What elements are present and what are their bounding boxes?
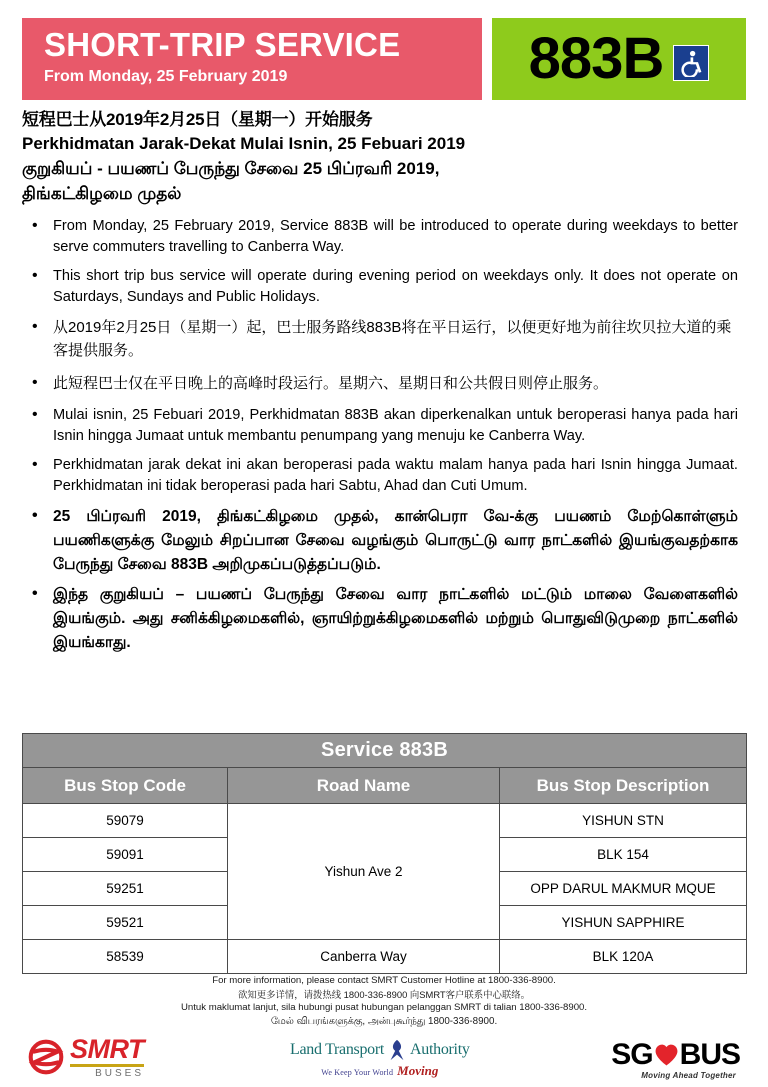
smrt-underline xyxy=(70,1064,144,1067)
table-header-row xyxy=(23,768,747,804)
announcement-bullet-list xyxy=(0,206,768,655)
page-title: SHORT-TRIP SERVICE xyxy=(44,26,401,63)
sgbus-word-sg: SG xyxy=(611,1038,653,1071)
table-title: Service 883B xyxy=(23,734,747,768)
cell-bus-stop-description: YISHUN STN xyxy=(500,804,747,838)
subtitle-malay: Perkhidmatan Jarak-Dekat Mulai Isnin, 25 Febuari 2019 xyxy=(22,134,466,153)
bus-stop-table-container xyxy=(22,733,746,974)
lta-word-left: Land Transport xyxy=(290,1041,385,1058)
contact-info xyxy=(0,974,768,1028)
bullet-item: • இந்த குறுகியப் – பயணப் பேருந்து சேவை வார நாட்களில் மட்டும் மாலை வேளைகளில் இயங்கும். அது சனிக்கிழமைகளில், ஞாயிற்றுக்கிழமைகளில் மற்றும் பொதுவிடுமுறை நாட்களில் இயங்காது. xyxy=(28,583,738,655)
contact-tamil: மேல் விபரங்களுக்கு, அன்புகூர்ந்து 1800-336-8900. xyxy=(270,1015,498,1027)
column-header-bus-stop-code: Bus Stop Code xyxy=(23,768,228,804)
sgbus-tagline: Moving Ahead Together xyxy=(641,1071,736,1080)
smrt-logo xyxy=(28,1036,144,1079)
lta-logo xyxy=(290,1038,470,1079)
cell-bus-stop-code: 59079 xyxy=(23,804,228,838)
multilingual-subtitles xyxy=(0,100,768,206)
bus-stop-table xyxy=(22,733,747,974)
lta-tagline-part2: Moving xyxy=(397,1063,439,1078)
bullet-item: • This short trip bus service will operate during evening period on weekdays only. It does not operate on Saturdays, Sundays and Public Holidays. xyxy=(28,266,738,308)
smrt-word: SMRT xyxy=(70,1034,145,1064)
smrt-wordmark xyxy=(70,1036,144,1079)
lta-ribbon-icon xyxy=(386,1038,408,1062)
subtitle-tamil-line2: திங்கட்கிழமை முதல் xyxy=(22,184,182,203)
subtitle-tamil-line1: குறுகியப் - பயணப் பேருந்து சேவை 25 பிப்ரவரி 2019, xyxy=(22,159,440,178)
bullet-item: • From Monday, 25 February 2019, Service 883B will be introduced to operate during weekdays to better serve commuters travelling to Canberra Way. xyxy=(28,216,738,258)
heart-icon xyxy=(654,1043,679,1067)
bullet-item: • Mulai isnin, 25 Febuari 2019, Perkhidmatan 883B akan diperkenalkan untuk beroperasi hanya pada hari Isnin hingga Jumaat untuk membantu penumpang yang menuju ke Canberra Way. xyxy=(28,405,738,447)
cell-bus-stop-description: BLK 120A xyxy=(500,940,747,974)
contact-chinese: 欲知更多详情，请拨热线 1800-336-8900 向SMRT客户联系中心联络。 xyxy=(237,988,531,1000)
subtitle-chinese: 短程巴士从2019年2月25日（星期一）开始服务 xyxy=(22,110,373,129)
service-number: 883B xyxy=(528,26,664,91)
cell-bus-stop-description: OPP DARUL MAKMUR MQUE xyxy=(500,872,747,906)
contact-malay: Untuk maklumat lanjut, sila hubungi pusat hubungan pelanggan SMRT di talian 1800-336-8900. xyxy=(180,1002,588,1013)
cell-bus-stop-description: YISHUN SAPPHIRE xyxy=(500,906,747,940)
lta-word-right: Authority xyxy=(410,1041,470,1058)
service-number-badge xyxy=(492,18,746,100)
cell-bus-stop-code: 58539 xyxy=(23,940,228,974)
cell-bus-stop-code: 59251 xyxy=(23,872,228,906)
column-header-road-name: Road Name xyxy=(228,768,500,804)
logo-strip xyxy=(0,1032,768,1087)
header-banner xyxy=(22,18,482,100)
wheelchair-accessible-icon xyxy=(673,45,709,81)
bullet-item: • 从2019年2月25日（星期一）起，巴士服务路线883B将在平日运行，以便更好地为前往坎贝拉大道的乘客提供服务。 xyxy=(28,316,738,362)
cell-bus-stop-code: 59521 xyxy=(23,906,228,940)
smrt-subword: BUSES xyxy=(95,1067,145,1079)
table-row xyxy=(23,804,747,838)
bullet-item: • 此短程巴士仅在平日晚上的高峰时段运行。星期六、星期日和公共假日则停止服务。 xyxy=(28,372,738,395)
lta-tagline-part1: We Keep Your World xyxy=(321,1068,394,1077)
table-row xyxy=(23,940,747,974)
table-title-row xyxy=(23,734,747,768)
poster-header xyxy=(0,0,768,100)
page-subtitle: From Monday, 25 February 2019 xyxy=(44,68,288,85)
cell-bus-stop-description: BLK 154 xyxy=(500,838,747,872)
contact-english: For more information, please contact SMRT Customer Hotline at 1800-336-8900. xyxy=(212,975,556,986)
column-header-bus-stop-description: Bus Stop Description xyxy=(500,768,747,804)
bullet-item: • 25 பிப்ரவரி 2019, திங்கட்கிழமை முதல், கான்பெரா வே-க்கு பயணம் மேற்கொள்ளும் பயணிகளுக்கு மேலும் சிறப்பான சேவை வழங்கும் பொருட்டு வார நாட்களில் இயங்குவதற்காக பேருந்து சேவை 883B அறிமுகப்படுத்தப்படும். xyxy=(28,505,738,577)
sgbus-word-bus: BUS xyxy=(679,1038,740,1071)
bullet-item: • Perkhidmatan jarak dekat ini akan beroperasi pada waktu malam hanya pada hari Isnin hingga Jumaat. Perkhidmatan ini tidak beroperasi pada hari Sabtu, Ahad dan Cuti Umum. xyxy=(28,455,738,497)
cell-road-name: Yishun Ave 2 xyxy=(228,804,500,940)
sgbus-logo xyxy=(611,1040,740,1080)
smrt-emblem-icon xyxy=(28,1039,64,1075)
cell-bus-stop-code: 59091 xyxy=(23,838,228,872)
cell-road-name: Canberra Way xyxy=(228,940,500,974)
